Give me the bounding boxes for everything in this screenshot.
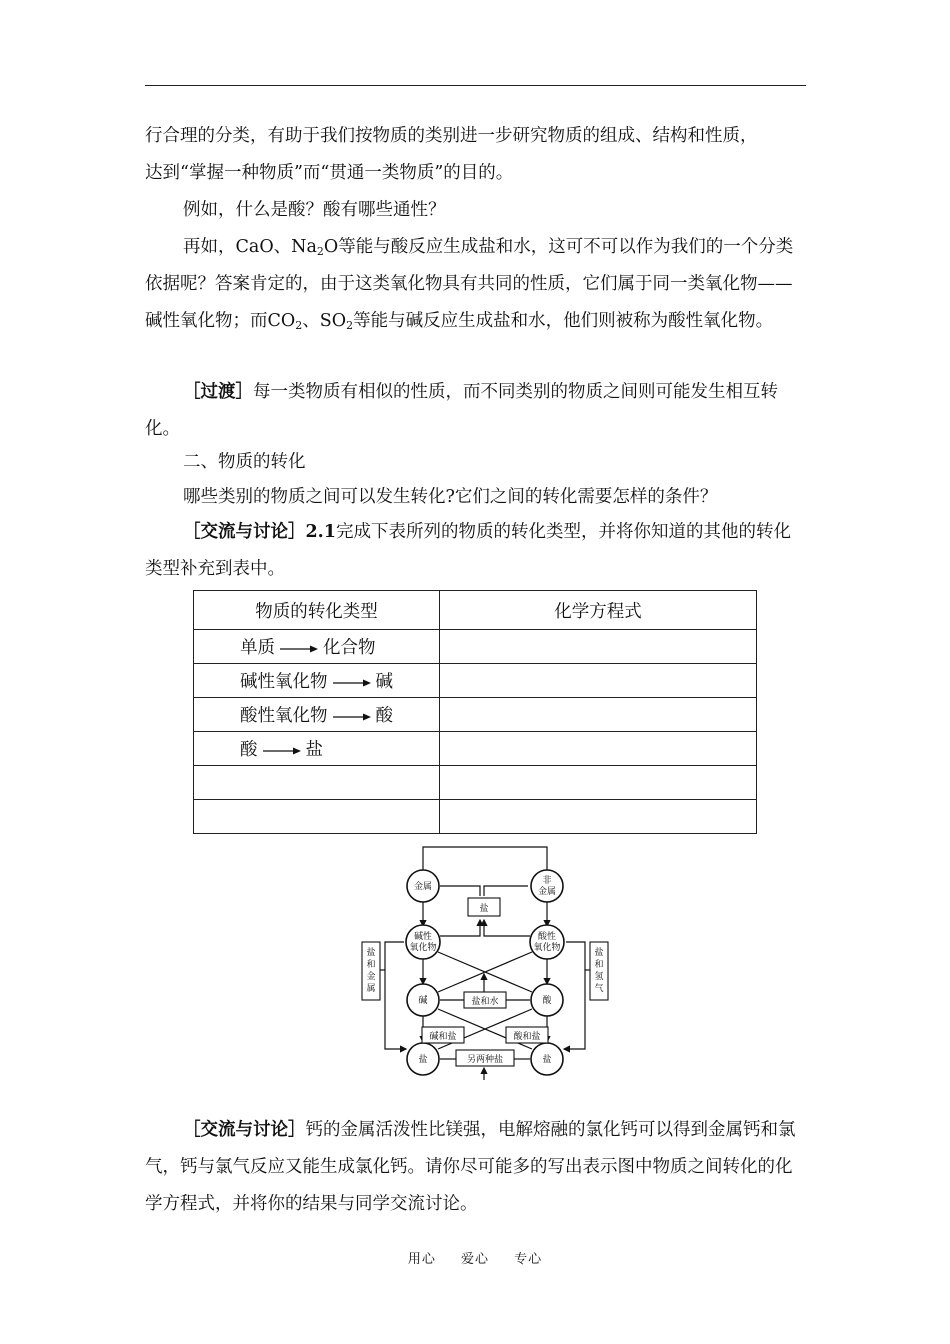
node-nonmetal xyxy=(531,870,563,902)
label-side-right-3: 气 xyxy=(594,984,604,994)
label-side-left-2: 金 xyxy=(366,972,376,982)
from-label: 酸 xyxy=(240,740,258,760)
p8-text: 钙的金属活泼性比镁强，电解熔融的氯化钙可以得到金属钙和氯气，钙与氯气反应又能生成氯化钙。请你尽可能多的写出表示图中物质之间转化的化学方程式，并将你的结果与同学交流讨论。 xyxy=(145,1120,796,1214)
label-base: 碱 xyxy=(418,996,428,1006)
p7-text: 完成下表所列的物质的转化类型，并将你知道的其他的转化类型补充到表中。 xyxy=(145,522,791,579)
conversion-table xyxy=(193,590,757,834)
label-metal: 金属 xyxy=(413,882,433,892)
label-base-salt: 碱和盐 xyxy=(429,1032,457,1042)
footer-word-3: 专心 xyxy=(514,1252,543,1267)
table-header-row xyxy=(194,591,757,630)
paragraph-8 xyxy=(145,1112,807,1223)
p7-label: ［交流与讨论］2.1 xyxy=(183,522,336,542)
equation-cell[interactable] xyxy=(440,800,757,834)
section-heading: 二、物质的转化 xyxy=(183,452,306,472)
paragraph-4 xyxy=(145,374,807,448)
label-side-left-1: 和 xyxy=(366,960,376,970)
table-row xyxy=(194,732,757,766)
p1-line2: 达到“掌握一种物质”而“贯通一类物质”的目的。 xyxy=(145,163,514,183)
label-nonmetal-2: 金属 xyxy=(537,887,557,897)
arrow-right-icon xyxy=(279,644,319,654)
label-two-salts: 另两种盐 xyxy=(466,1055,504,1065)
header-rule xyxy=(145,85,806,86)
to-label: 化合物 xyxy=(323,638,376,658)
label-side-right-2: 氢 xyxy=(594,972,604,982)
type-cell-blank[interactable] xyxy=(194,766,440,800)
arrow-right-icon xyxy=(332,712,372,722)
paragraph-1 xyxy=(145,118,807,192)
label-side-left-3: 属 xyxy=(366,984,376,994)
equation-cell[interactable] xyxy=(440,732,757,766)
p3-sub2: 2 xyxy=(295,319,303,332)
from-label: 单质 xyxy=(240,638,275,658)
label-salt-right: 盐 xyxy=(542,1055,552,1065)
node-acidic-oxide xyxy=(530,925,564,959)
table-row xyxy=(194,630,757,664)
type-cell xyxy=(194,664,440,698)
equation-cell[interactable] xyxy=(440,698,757,732)
p3-b: O等能与酸反应生成盐和水，这可不可以作为我们的一个分类依据呢？答案肯定的，由于这类氧化物具有共同的性质，它们属于同一类氧化物——碱性氧化物；而CO xyxy=(145,237,794,331)
type-cell xyxy=(194,732,440,766)
paragraph-2: 例如，什么是酸？酸有哪些通性？ xyxy=(183,200,446,220)
paragraph-6: 哪些类别的物质之间可以发生转化?它们之间的转化需要怎样的条件？ xyxy=(183,487,718,507)
table-row xyxy=(194,698,757,732)
conversion-diagram xyxy=(360,844,630,1084)
table-row-blank xyxy=(194,800,757,834)
node-basic-oxide xyxy=(406,925,440,959)
p3-c: 、SO xyxy=(302,311,347,331)
to-label: 酸 xyxy=(375,706,393,726)
equation-cell[interactable] xyxy=(440,664,757,698)
label-salt-top: 盐 xyxy=(479,904,489,914)
footer-word-1: 用心 xyxy=(407,1252,436,1267)
label-acidic-oxide-2: 氧化物 xyxy=(533,943,561,953)
table-row-blank xyxy=(194,766,757,800)
table-row xyxy=(194,664,757,698)
label-salt-water: 盐和水 xyxy=(471,997,499,1007)
label-salt-left: 盐 xyxy=(418,1055,428,1065)
p4-text: 每一类物质有相似的性质，而不同类别的物质之间则可能发生相互转化。 xyxy=(145,382,778,439)
paragraph-7 xyxy=(145,514,807,588)
p4-label: ［过渡］ xyxy=(183,382,253,402)
from-label: 酸性氧化物 xyxy=(240,706,328,726)
header-equation: 化学方程式 xyxy=(440,591,757,630)
label-acid-salt: 酸和盐 xyxy=(513,1032,541,1042)
label-side-left-0: 盐 xyxy=(366,948,376,958)
p8-label: ［交流与讨论］ xyxy=(183,1120,306,1140)
label-acid: 酸 xyxy=(542,996,552,1006)
header-type: 物质的转化类型 xyxy=(194,591,440,630)
arrow-right-icon xyxy=(332,678,372,688)
arrow-right-icon xyxy=(262,746,302,756)
label-basic-oxide-2: 氧化物 xyxy=(409,943,437,953)
p3-sub1: 2 xyxy=(316,245,324,258)
type-cell xyxy=(194,698,440,732)
to-label: 碱 xyxy=(375,672,393,692)
p3-sub3: 2 xyxy=(346,319,354,332)
to-label: 盐 xyxy=(305,740,323,760)
equation-cell[interactable] xyxy=(440,630,757,664)
p1-line1: 行合理的分类，有助于我们按物质的类别进一步研究物质的组成、结构和性质， xyxy=(145,126,758,146)
footer-word-2: 爱心 xyxy=(460,1252,489,1267)
equation-cell[interactable] xyxy=(440,766,757,800)
p3-d: 等能与碱反应生成盐和水，他们则被称为酸性氧化物。 xyxy=(353,311,774,331)
label-basic-oxide-1: 碱性 xyxy=(413,932,433,942)
label-nonmetal-1: 非 xyxy=(542,876,552,886)
label-side-right-0: 盐 xyxy=(594,948,604,958)
label-side-right-1: 和 xyxy=(594,960,604,970)
from-label: 碱性氧化物 xyxy=(240,672,328,692)
type-cell xyxy=(194,630,440,664)
page-footer xyxy=(0,1248,950,1267)
label-acidic-oxide-1: 酸性 xyxy=(537,932,557,942)
p3-a: 再如，CaO、Na xyxy=(183,237,317,257)
paragraph-3 xyxy=(145,229,807,340)
type-cell-blank[interactable] xyxy=(194,800,440,834)
